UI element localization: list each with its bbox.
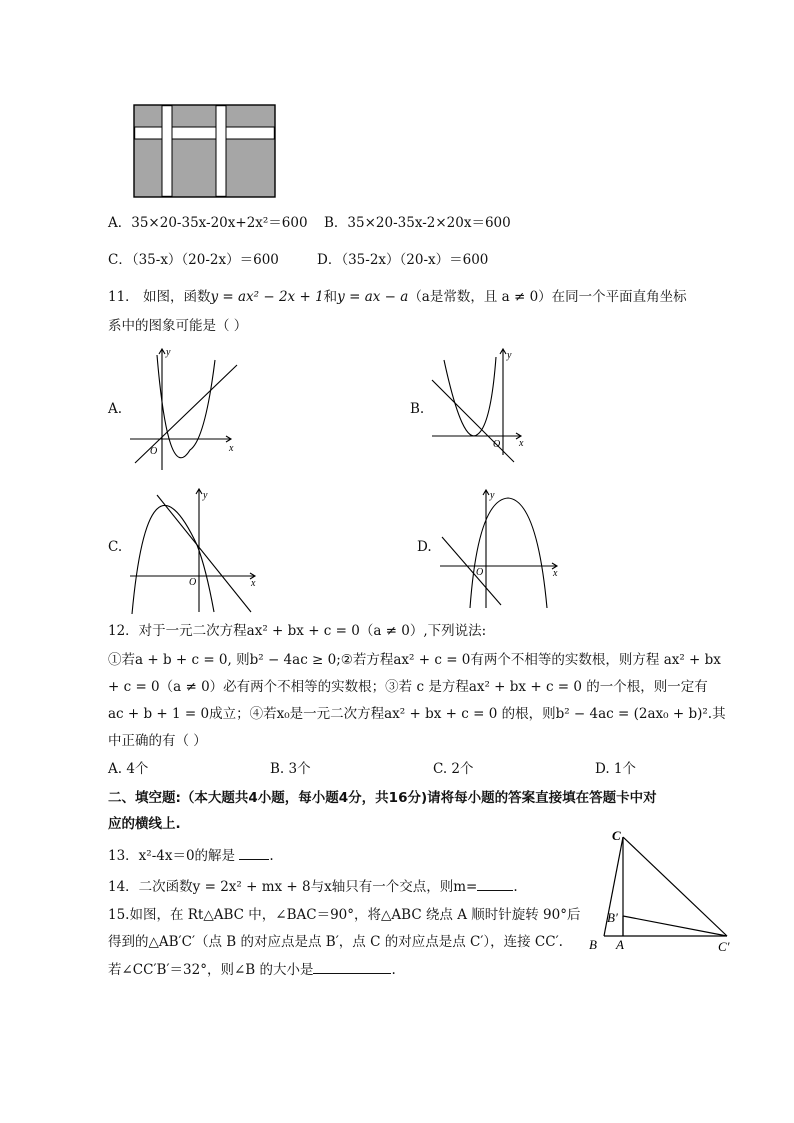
vertical-path-right <box>216 106 226 197</box>
origin-label: O <box>493 439 501 450</box>
q12-stem-line1: 12．对于一元二次方程ax² + bx + c = 0（a ≠ 0）,下列说法: <box>108 623 487 639</box>
x-axis-label: x <box>553 568 558 579</box>
parabola <box>132 505 214 614</box>
q12-option-b: B. 3个 <box>270 761 311 777</box>
parabola <box>470 498 547 608</box>
vertical-path-left <box>162 106 172 197</box>
q15-stem-line3: 若∠CC′B′＝32°，则∠B 的大小是 . <box>108 962 396 978</box>
point-B-label: B <box>589 937 597 952</box>
q12-stem-line2: ①若a + b + c = 0, 则b² − 4ac ≥ 0;②若方程ax² + c = 0有两个不相等的实数根，则方程 ax² + bx <box>108 652 721 668</box>
line <box>432 380 514 462</box>
point-C1-label: C′ <box>718 939 730 954</box>
point-A-label: A <box>616 937 624 952</box>
x-axis-label: x <box>519 438 524 449</box>
q12-option-c: C. 2个 <box>433 761 474 777</box>
q11-function-2: y = ax − a <box>337 289 409 305</box>
point-C-label: C <box>612 828 621 843</box>
origin-label: O <box>150 446 158 457</box>
q11-graph-b-label: B. <box>410 401 425 417</box>
parabola <box>444 357 496 436</box>
q12-option-a: A. 4个 <box>108 761 149 777</box>
q15-stem-line2: 得到的△AB′C′（点 B 的对应点是点 B′，点 C 的对应点是点 C′），连接 CC′. <box>108 934 563 950</box>
q11-function-1: y = ax² − 2x + 1 <box>210 289 324 305</box>
segment-B1C1 <box>623 916 727 936</box>
q11-graph-d-label: D. <box>417 539 432 555</box>
x-axis-label: x <box>229 443 234 454</box>
y-axis-label: y <box>490 490 495 501</box>
y-axis-label: y <box>203 490 208 501</box>
segment-CC1 <box>623 837 727 936</box>
section-heading-line1: 二、填空题:（本大题共4小题，每小题4分，共16分)请将每小题的答案直接填在答题卡中对 <box>108 790 657 806</box>
y-axis-label: y <box>166 347 171 358</box>
q10-option-a: A．35×20-35x-20x+2x²＝600 <box>108 215 308 231</box>
parabola <box>157 355 215 458</box>
origin-label: O <box>189 577 197 588</box>
q12-option-d: D. 1个 <box>595 761 637 777</box>
q11-stem-line2: 系中的图象可能是（ ） <box>108 318 248 334</box>
line <box>442 537 501 605</box>
q15-stem-line1: 15.如图，在 Rt△ABC 中，∠BAC＝90°，将△ABC 绕点 A 顺时针旋转 90°后 <box>108 907 581 923</box>
line <box>157 495 251 612</box>
q12-stem-line4: ac + b + 1 = 0成立；④若x₀是一元二次方程ax² + bx + c = 0 的根，则b² − 4ac = (2ax₀ + b)².其 <box>108 706 726 722</box>
section-heading-line2: 应的横线上. <box>108 816 181 832</box>
q10-option-b: B．35×20-35x-2×20x＝600 <box>324 215 511 231</box>
q11-graph-c-label: C. <box>108 539 123 555</box>
q10-option-c: C．（35-x）（20-2x）＝600 <box>108 252 279 268</box>
q14-stem: 14．二次函数y = 2x² + mx + 8与x轴只有一个交点，则m= . <box>108 879 518 895</box>
x-axis-label: x <box>251 578 256 589</box>
q10-option-d: D．（35-2x）（20-x）＝600 <box>317 252 489 268</box>
y-axis-label: y <box>507 350 512 361</box>
origin-label: O <box>476 567 484 578</box>
q13-stem: 13．x²-4x＝0的解是 . <box>108 848 274 864</box>
horizontal-path <box>135 127 275 139</box>
q11-stem-line1: 11． 如图，函数y = ax² − 2x + 1和y = ax − a（a是常数，且 a ≠ 0）在同一个平面直角坐标 <box>108 289 687 305</box>
segment-CB <box>604 837 623 936</box>
q14-answer-blank[interactable] <box>477 877 513 891</box>
line <box>135 365 237 463</box>
point-B1-label: B′ <box>607 910 618 925</box>
q15-answer-blank[interactable] <box>313 960 391 974</box>
lawn-rect <box>134 105 275 197</box>
q13-answer-blank[interactable] <box>239 846 269 860</box>
q12-stem-line5: 中正确的有（ ） <box>108 733 207 749</box>
q11-graph-a-label: A. <box>108 401 123 417</box>
q12-stem-line3: + c = 0（a ≠ 0）必有两个不相等的实数根；③若 c 是方程ax² + bx + c = 0 的一个根，则一定有 <box>108 679 708 695</box>
